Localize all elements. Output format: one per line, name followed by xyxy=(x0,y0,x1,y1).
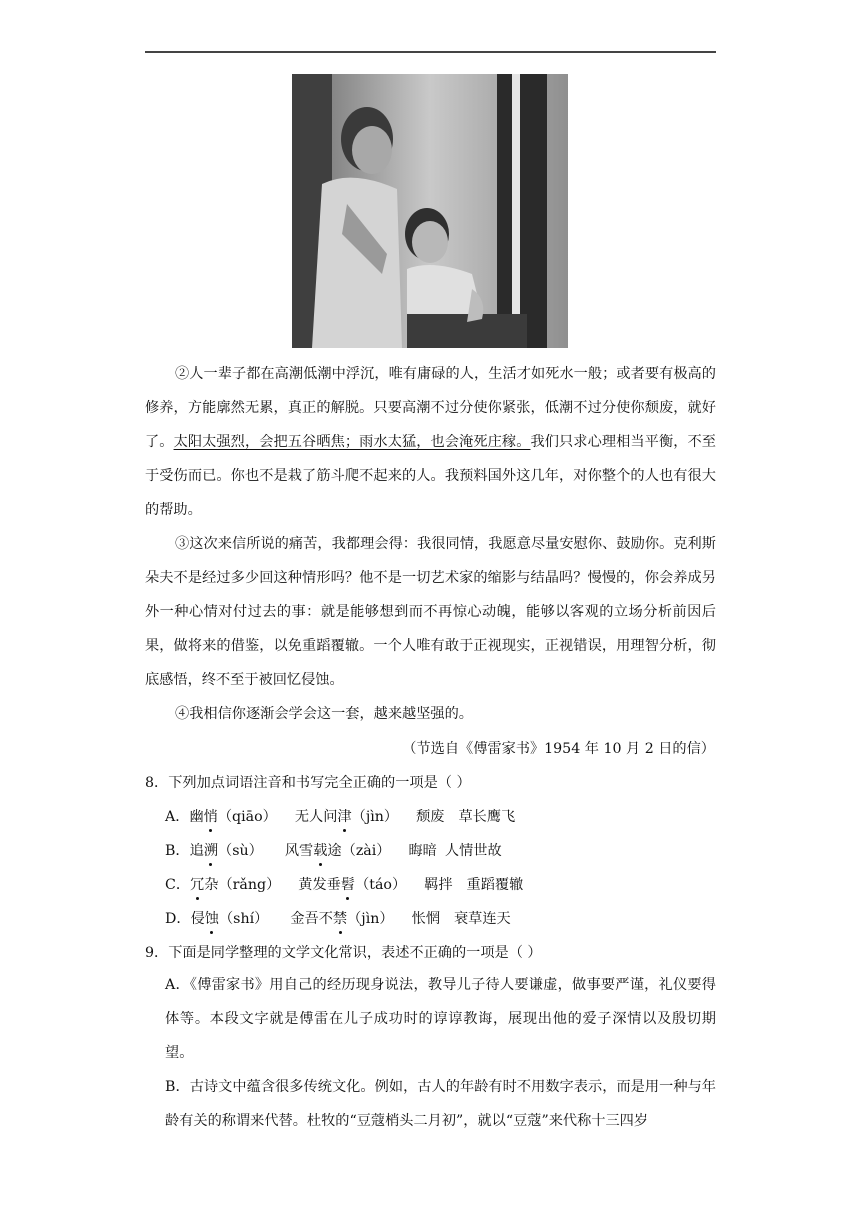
question-8-stem: 8．下列加点词语注音和书写完全正确的一项是（ ） xyxy=(145,775,471,791)
paragraph-2: ②人一辈子都在高潮低潮中浮沉，唯有庸碌的人，生活才如死水一般；或者要有极高的修养，方能廓然无累，真正的解脱。只要高潮不过分使你紧张，低潮不过分使你颓废，就好了。太阳太强烈，会把五谷晒焦；雨水太猛，也会淹死庄稼。我们只求心理相当平衡，不至于受伤而已。你也不是栽了筋斗爬不起来的人。我预料国外这几年，对你整个的人也有很大的帮助。 xyxy=(145,366,716,518)
question-9-stem: 9．下面是同学整理的文学文化常识，表述不正确的一项是（ ） xyxy=(145,945,542,961)
q9-option-b[interactable]: B．古诗文中蕴含很多传统文化。例如，古人的年龄有时不用数字表示，而是用一种与年龄有关的称谓来代替。杜牧的“豆蔻梢头二月初”，就以“豆蔻”来代称十三四岁 xyxy=(165,1079,716,1129)
paragraph-3: ③这次来信所说的痛苦，我都理会得：我很同情，我愿意尽量安慰你、鼓励你。克利斯朵夫不是经过多少回这种情形吗？他不是一切艺术家的缩影与结晶吗？慢慢的，你会养成另外一种心情对付过去的事：就是能够想到而不再惊心动魄，能够以客观的立场分析前因后果，做将来的借鉴，以免重蹈覆辙。一个人唯有敢于正视现实，正视错误，用理智分析，彻底感悟，终不至于被回忆侵蚀。 xyxy=(145,536,716,688)
q8-option-a[interactable]: A．幽悄（qiāo） 无人问津（jìn） 颓废 草长鹰飞 xyxy=(165,806,515,826)
q9-option-a[interactable]: A．《傅雷家书》用自己的经历现身说法，教导儿子待人要谦虚，做事要严谨，礼仪要得体等。本段文字就是傅雷在儿子成功时的谆谆教诲，展现出他的爱子深情以及殷切期望。 xyxy=(165,977,716,1061)
underlined-sentence: 太阳太强烈，会把五谷晒焦；雨水太猛，也会淹死庄稼。 xyxy=(173,434,531,450)
photo-fu-lei-and-son xyxy=(292,74,568,348)
source-note: （节选自《傅雷家书》1954 年 10 月 2 日的信） xyxy=(402,741,715,757)
q8-option-d[interactable]: D．侵蚀（shí） 金吾不禁（jìn） 怅惘 衰草连天 xyxy=(165,908,511,928)
header-rule xyxy=(145,51,716,53)
q8-option-b[interactable]: B．追溯（sù） 风雪载途（zài） 晦暗 人情世故 xyxy=(165,840,502,860)
q8-option-c[interactable]: C．冗杂（rǎng） 黄发垂髫（táo） 羁拌 重蹈覆辙 xyxy=(165,874,523,894)
paragraph-4: ④我相信你逐渐会学会这一套，越来越坚强的。 xyxy=(175,706,473,722)
